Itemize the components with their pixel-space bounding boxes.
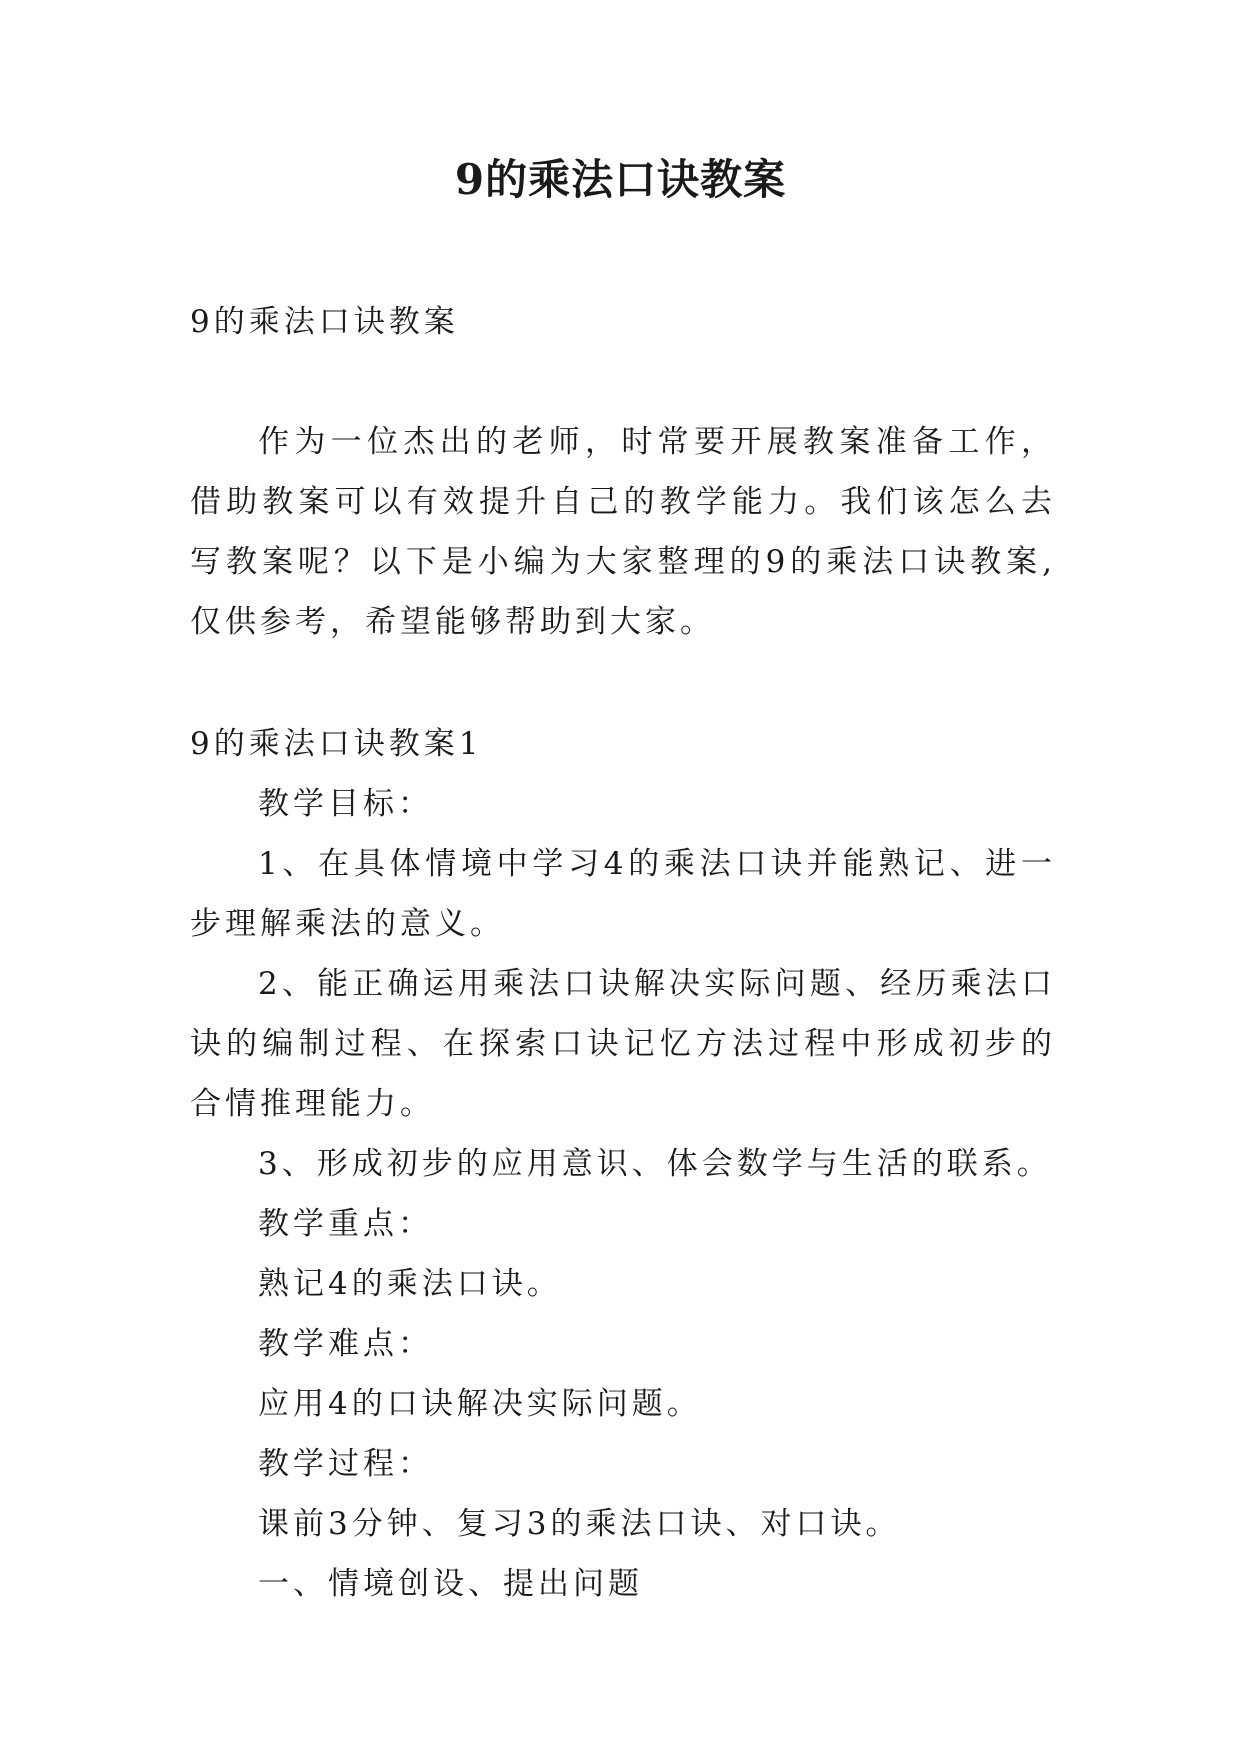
key-point-text: 熟记4的乘法口诀。 (258, 1266, 562, 1302)
document-subtitle: 9的乘法口诀教案 (190, 304, 459, 340)
goal-item-1: 1、在具体情境中学习4的乘法口诀并能熟记、进一步理解乘法的意义。 (190, 846, 1056, 942)
goal-item-2: 2、能正确运用乘法口诀解决实际问题、经历乘法口诀的编制过程、在探索口诀记忆方法过程中形成初步的合情推理能力。 (190, 966, 1056, 1122)
intro-paragraph: 作为一位杰出的老师，时常要开展教案准备工作，借助教案可以有效提升自己的教学能力。我们该怎么去写教案呢？以下是小编为大家整理的9的乘法口诀教案,仅供参考，希望能够帮助到大家。 (190, 424, 1056, 640)
process-label: 教学过程： (258, 1446, 433, 1482)
document-title: 9的乘法口诀教案 (454, 155, 787, 204)
key-point-label: 教学重点： (258, 1206, 433, 1242)
section-heading: 9的乘法口诀教案1 (190, 726, 483, 762)
difficulty-label: 教学难点： (258, 1326, 433, 1362)
goals-label: 教学目标： (258, 786, 433, 822)
process-text: 课前3分钟、复习3的乘法口诀、对口诀。 (258, 1506, 901, 1542)
goal-item-3: 3、形成初步的应用意识、体会数学与生活的联系。 (258, 1146, 1052, 1182)
difficulty-text: 应用4的口诀解决实际问题。 (258, 1386, 702, 1422)
step-heading-1: 一、情境创设、提出问题 (258, 1566, 643, 1602)
document-body (190, 292, 1056, 1614)
